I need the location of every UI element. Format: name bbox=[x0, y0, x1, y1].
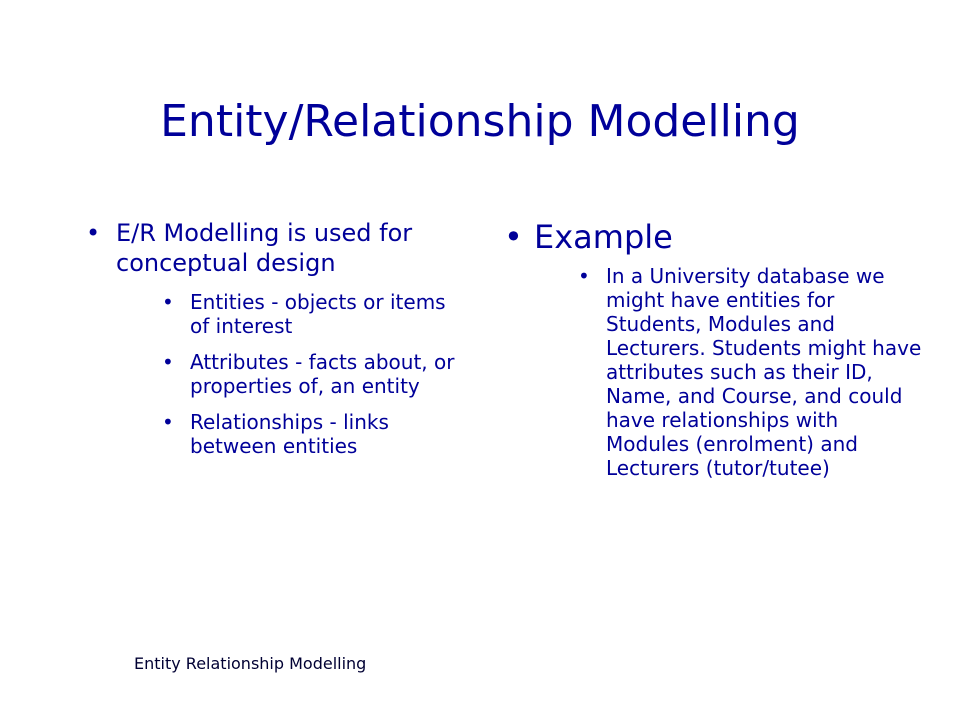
slide-footer: Entity Relationship Modelling bbox=[134, 654, 367, 673]
sub-bullet-text: In a University database we might have entities for Students, Modules and Lecturers. Students might have attributes such as their ID, Name, and Course, and could have relationships with Modules (enrolment) and Lecturers (tutor/tutee) bbox=[606, 264, 922, 480]
bullet-er-modelling bbox=[84, 218, 456, 458]
sub-bullet-text: Entities - objects or items of interest bbox=[190, 290, 446, 338]
sub-bullet-text: Relationships - links between entities bbox=[190, 410, 389, 458]
sub-bullet-attributes bbox=[160, 350, 456, 398]
right-sub-bullet-list bbox=[576, 264, 922, 480]
right-column bbox=[502, 218, 922, 492]
sub-bullet-entities bbox=[160, 290, 456, 338]
sub-bullet-text: Attributes - facts about, or properties of, an entity bbox=[190, 350, 455, 398]
left-sub-bullet-list bbox=[160, 290, 456, 458]
bullet-text: Example bbox=[534, 218, 673, 256]
bullet-text: E/R Modelling is used for conceptual design bbox=[116, 219, 413, 277]
bullet-example bbox=[502, 218, 922, 480]
left-bullet-list bbox=[84, 218, 456, 458]
right-bullet-list bbox=[502, 218, 922, 480]
sub-bullet-university-example bbox=[576, 264, 922, 480]
slide-title: Entity/Relationship Modelling bbox=[160, 96, 800, 147]
left-column bbox=[84, 218, 456, 470]
sub-bullet-relationships bbox=[160, 410, 456, 458]
